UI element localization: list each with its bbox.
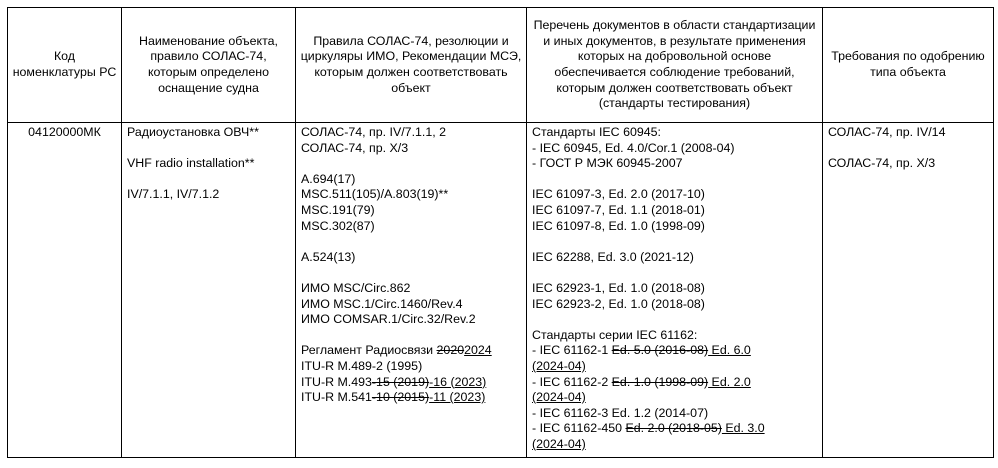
deleted-text: Ed. 2.0 (2018-05)	[625, 421, 722, 436]
rule-a524: A.524(13)	[301, 249, 356, 264]
std-iec61097-3: IEC 61097-3, Ed. 2.0 (2017-10)	[532, 187, 705, 202]
std-iec61162-450: - IEC 61162-450 Ed. 2.0 (2018-05) Ed. 3.0	[532, 421, 765, 436]
rule-msc511: MSC.511(105)/A.803(19)**	[301, 187, 449, 202]
std-iec60945-a: - IEC 60945, Ed. 4.0/Cor.1 (2008-04)	[532, 140, 735, 155]
std-iec62288: IEC 62288, Ed. 3.0 (2021-12)	[532, 249, 694, 264]
std-iec61162-2-date: (2024-04)	[532, 390, 586, 405]
rule-m493: ITU-R M.493-15 (2019)-16 (2023)	[301, 374, 487, 389]
deleted-text: 2020	[436, 343, 465, 358]
std-iec61097-7: IEC 61097-7, Ed. 1.1 (2018-01)	[532, 202, 705, 217]
rule-a694: A.694(17)	[301, 171, 356, 186]
inserted-text: 2024	[464, 343, 492, 358]
inserted-text: -11 (2023)	[429, 390, 486, 405]
rule-radio-regs: Регламент Радиосвязи 20202024	[301, 343, 492, 358]
rule-circ1460: ИМО MSC.1/Circ.1460/Rev.4	[301, 296, 463, 311]
header-name: Наименование объекта, правило СОЛАС-74, которым определено оснащение судна	[122, 8, 296, 123]
inserted-text: Ed. 6.0	[708, 343, 751, 358]
rule-m489: ITU-R M.489-2 (1995)	[301, 358, 423, 373]
header-row	[8, 8, 994, 123]
cell-name	[122, 123, 296, 458]
std-iec61162-1-date: (2024-04)	[532, 358, 586, 373]
inserted-text: Ed. 3.0	[721, 421, 765, 436]
rule-comsar: ИМО COMSAR.1/Circ.32/Rev.2	[301, 312, 476, 327]
header-approval: Требования по одобрению типа объекта	[823, 8, 994, 123]
std-iec62923-2: IEC 62923-2, Ed. 1.0 (2018-08)	[532, 296, 705, 311]
rule-solas-1: СОЛАС-74, пр. IV/7.1.1, 2	[301, 125, 447, 139]
std-iec61162-2: - IEC 61162-2 Ed. 1.0 (1998-09) Ed. 2.0	[532, 374, 751, 389]
cell-code: 04120000МК	[8, 123, 122, 458]
cell-standards	[527, 123, 823, 458]
std-iec61162-1: - IEC 61162-1 Ed. 5.0 (2016-08) Ed. 6.0	[532, 343, 751, 358]
inserted-text: -16 (2023)	[429, 374, 487, 389]
std-iec60945-b: - ГОСТ Р МЭК 60945-2007	[532, 156, 683, 171]
deleted-text: -10 (2015)	[371, 390, 430, 405]
name-en: VHF radio installation**	[127, 156, 255, 171]
rule-m541: ITU-R M.541-10 (2015)-11 (2023)	[301, 390, 486, 405]
approval-1: СОЛАС-74, пр. IV/14	[828, 125, 946, 139]
std-iec61162-450-date: (2024-04)	[532, 436, 586, 451]
deleted-text: -15 (2019)	[371, 374, 430, 389]
std-iec61097-8: IEC 61097-8, Ed. 1.0 (1998-09)	[532, 218, 705, 233]
name-ru: Радиоустановка ОВЧ**	[127, 125, 259, 139]
rule-circ862: ИМО MSC/Circ.862	[301, 280, 411, 295]
rule-msc302: MSC.302(87)	[301, 218, 375, 233]
std-iec62923-1: IEC 62923-1, Ed. 1.0 (2018-08)	[532, 280, 705, 295]
std-iec61162-3: - IEC 61162-3 Ed. 1.2 (2014-07)	[532, 405, 709, 420]
inserted-text: Ed. 2.0	[708, 374, 751, 389]
header-rules: Правила СОЛАС-74, резолюции и циркуляры ИМО, Рекомендации МСЭ, которым должен соответствовать объект	[296, 8, 527, 123]
table-row	[8, 123, 994, 458]
equipment-table	[7, 7, 994, 458]
rule-solas-2: СОЛАС-74, пр. X/3	[301, 140, 409, 155]
name-rules: IV/7.1.1, IV/7.1.2	[127, 187, 220, 202]
std-iec60945-head: Стандарты IEC 60945:	[532, 125, 661, 139]
rule-msc191: MSC.191(79)	[301, 202, 375, 217]
std-iec61162-head: Стандарты серии IEC 61162:	[532, 327, 698, 342]
deleted-text: Ed. 1.0 (1998-09)	[611, 374, 709, 389]
deleted-text: Ed. 5.0 (2016-08)	[611, 343, 709, 358]
cell-rules	[296, 123, 527, 458]
header-code: Код номенклатуры РС	[8, 8, 122, 123]
header-standards: Перечень документов в области стандартизации и иных документов, в результате применения которых на добровольной основе обеспечивается соблюдение требований, которым должен соответствовать объект (стандарты тестирования)	[527, 8, 823, 123]
cell-approval	[823, 123, 994, 458]
approval-2: СОЛАС-74, пр. X/3	[828, 156, 936, 171]
